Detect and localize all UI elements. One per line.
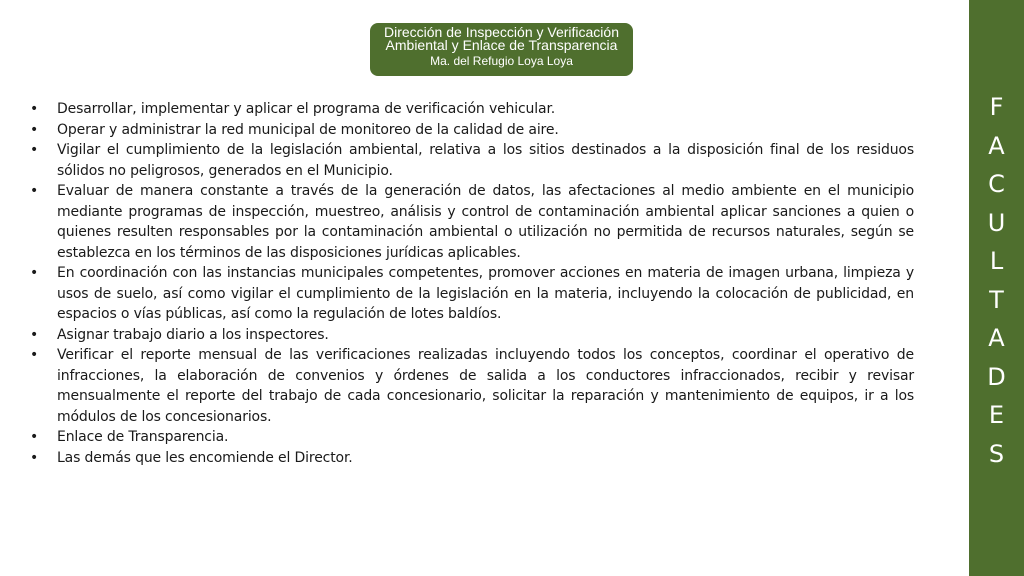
sidebar-letter: U: [987, 208, 1006, 237]
bullet-icon: •: [30, 183, 39, 199]
sidebar-letter: F: [989, 93, 1004, 121]
list-item: [30, 140, 914, 181]
list-item: [30, 448, 914, 469]
header-title-box: [370, 23, 633, 76]
header-title-line-1: Dirección de Inspección y Verificación: [383, 24, 619, 40]
sidebar-letter: D: [987, 362, 1006, 391]
bullet-icon: •: [30, 265, 39, 281]
list-item-text: Operar y administrar la red municipal de monitoreo de la calidad de aire.: [57, 121, 559, 138]
list-item-text: Desarrollar, implementar y aplicar el programa de verificación vehicular.: [57, 101, 556, 117]
list-item-text: En coordinación con las instancias municipales competentes, promover acciones en materia de imagen urbana, limpieza y usos de suelo, así como vigilar el cumplimiento de la legislación en la materia, incluyendo la colocación de publicidad, en espacios o vías públicas, así como la regulación de lotes baldíos.: [57, 265, 914, 322]
header-subtitle: Ma. del Refugio Loya Loya: [430, 54, 573, 68]
sidebar-letter: C: [988, 170, 1005, 198]
sidebar-letter: S: [988, 439, 1005, 468]
list-item-text: Las demás que les encomiende el Director.: [57, 449, 353, 466]
bullet-icon: •: [30, 121, 39, 138]
list-item-text: Asignar trabajo diario a los inspectores.: [57, 326, 329, 343]
bullet-icon: •: [30, 142, 39, 158]
bullet-icon: •: [30, 326, 39, 343]
list-item: [30, 325, 914, 346]
bullet-icon: •: [30, 449, 39, 466]
bullet-icon: •: [30, 347, 39, 363]
list-item: [30, 263, 914, 325]
bullet-icon: •: [30, 101, 39, 117]
sidebar-banner: [969, 0, 1024, 576]
bullet-icon: •: [30, 429, 39, 445]
header-title-line-2: Ambiental y Enlace de Transparencia: [385, 37, 618, 53]
list-item: [30, 427, 914, 448]
list-item: [30, 99, 914, 120]
list-item-text: Vigilar el cumplimiento de la legislación ambiental, relativa a los sitios destinados a la disposición final de los residuos sólidos no peligrosos, generados en el Municipio.: [57, 142, 914, 179]
sidebar-letter: A: [988, 324, 1005, 352]
sidebar-letter: T: [989, 285, 1004, 314]
list-item-text: Verificar el reporte mensual de las verificaciones realizadas incluyendo todos los conceptos, coordinar el operativo de infracciones, la elaboración de convenios y órdenes de salida a los conductores infraccionados, recibir y revisar mensualmente el reporte del trabajo de cada concesionario, solicitar la reparación y mantenimiento de equipos, ir a los módulos de los concesionarios.: [57, 347, 914, 425]
sidebar-letter: L: [989, 247, 1004, 275]
sidebar-letter: A: [988, 131, 1005, 160]
list-item: [30, 120, 914, 141]
sidebar-letter: E: [988, 401, 1005, 429]
list-item: [30, 181, 914, 263]
functions-list: [30, 99, 914, 468]
list-item: [30, 345, 914, 427]
list-item-text: Evaluar de manera constante a través de la generación de datos, las afectaciones al medio ambiente en el municipio mediante programas de inspección, muestreo, análisis y control de contaminación ambiental aplicar sanciones a quien o quienes resulten responsables por la contaminación ambiental o utilización no permitida de recursos naturales, según se establezca en los términos de las disposiciones jurídicas aplicables.: [57, 183, 914, 261]
list-item-text: Enlace de Transparencia.: [57, 429, 229, 445]
sidebar-vertical-title: [969, 88, 1024, 473]
